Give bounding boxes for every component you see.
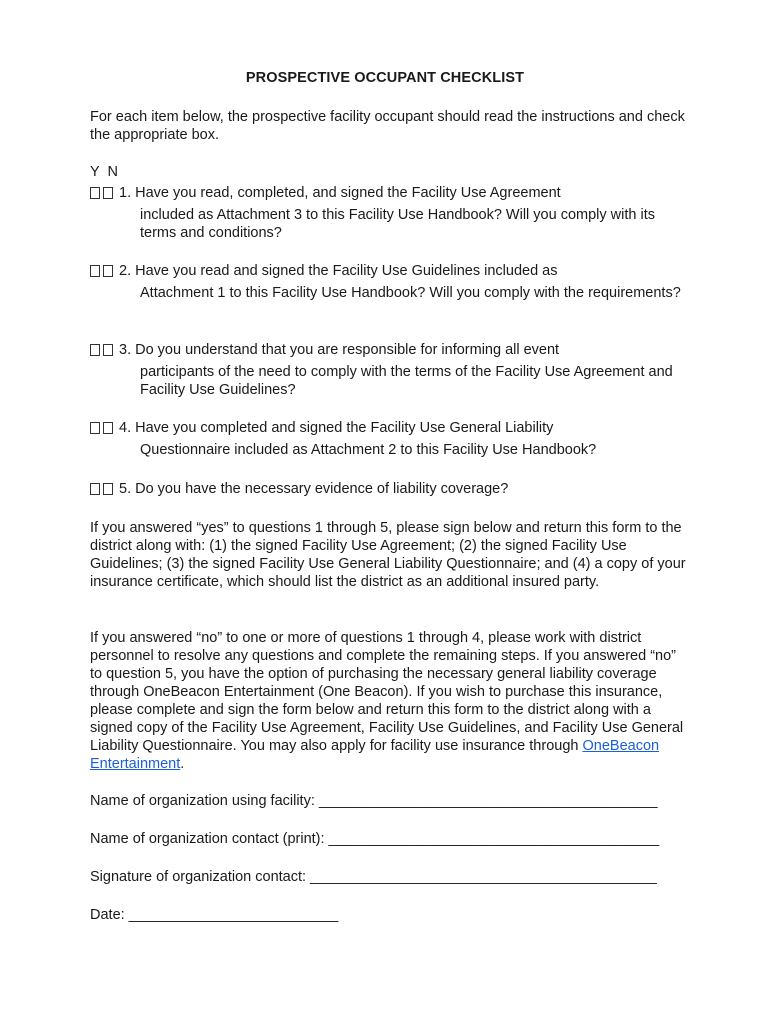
yes-paragraph: If you answered “yes” to questions 1 through 5, please sign below and return this form to the district along with: (1) the signed Facility Use Agreement; (2) the signed Facility Use Guidelines; (3) the signed Facility Use General Liability Questionnaire; and (4) a copy of your insurance certificate, which should list the district as an additional insured party. (90, 520, 686, 590)
no-checkbox[interactable] (103, 483, 113, 495)
date-field[interactable]: Date: __________________________ (90, 907, 339, 923)
no-checkbox[interactable] (103, 265, 113, 277)
yes-no-header: Y N (90, 164, 118, 180)
yes-checkbox[interactable] (90, 344, 100, 356)
question-1 (90, 184, 690, 242)
no-checkbox[interactable] (103, 344, 113, 356)
question-continuation: included as Attachment 3 to this Facility Use Handbook? Will you comply with its terms and conditions? (140, 207, 655, 241)
no-checkbox[interactable] (103, 187, 113, 199)
intro-paragraph: For each item below, the prospective facility occupant should read the instructions and check the appropriate box. (90, 109, 685, 143)
contact-print-field[interactable]: Name of organization contact (print): _________________________________________ (90, 831, 660, 847)
no-paragraph-end: . (180, 756, 185, 772)
question-continuation: participants of the need to comply with the terms of the Facility Use Agreement and Facility Use Guidelines? (140, 364, 673, 398)
yes-checkbox[interactable] (90, 187, 100, 199)
question-text: 4. Have you completed and signed the Facility Use General Liability (119, 420, 554, 436)
yes-checkbox[interactable] (90, 422, 100, 434)
onebeacon-link[interactable]: OneBeacon Entertainment (90, 738, 660, 772)
question-text: 1. Have you read, completed, and signed the Facility Use Agreement (119, 185, 561, 201)
question-continuation: Questionnaire included as Attachment 2 to this Facility Use Handbook? (140, 442, 597, 458)
question-continuation: Attachment 1 to this Facility Use Handbook? Will you comply with the requirements? (140, 285, 681, 301)
org-name-field[interactable]: Name of organization using facility: __________________________________________ (90, 793, 658, 809)
question-text: 5. Do you have the necessary evidence of liability coverage? (119, 481, 509, 497)
question-text: 2. Have you read and signed the Facility Use Guidelines included as (119, 263, 558, 279)
question-3 (90, 341, 690, 399)
no-paragraph (90, 629, 690, 773)
question-2 (90, 262, 690, 302)
question-4 (90, 419, 690, 459)
no-paragraph-text: If you answered “no” to one or more of questions 1 through 4, please work with district personnel to resolve any questions and complete the remaining steps. If you answered “no” to question 5, you have the option of purchasing the necessary general liability coverage through OneBeacon Entertainment (One Beacon). If you wish to purchase this insurance, please complete and sign the form below and return this form to the district along with a signed copy of the Facility Use Agreement, Facility Use Guidelines, and Facility Use General Liability Questionnaire. You may also apply for facility use insurance through (90, 630, 684, 754)
signature-field[interactable]: Signature of organization contact: ___________________________________________ (90, 869, 657, 885)
question-text: 3. Do you understand that you are responsible for informing all event (119, 342, 560, 358)
question-5 (90, 480, 690, 499)
page-title: PROSPECTIVE OCCUPANT CHECKLIST (245, 70, 525, 86)
no-checkbox[interactable] (103, 422, 113, 434)
yes-checkbox[interactable] (90, 483, 100, 495)
yes-checkbox[interactable] (90, 265, 100, 277)
